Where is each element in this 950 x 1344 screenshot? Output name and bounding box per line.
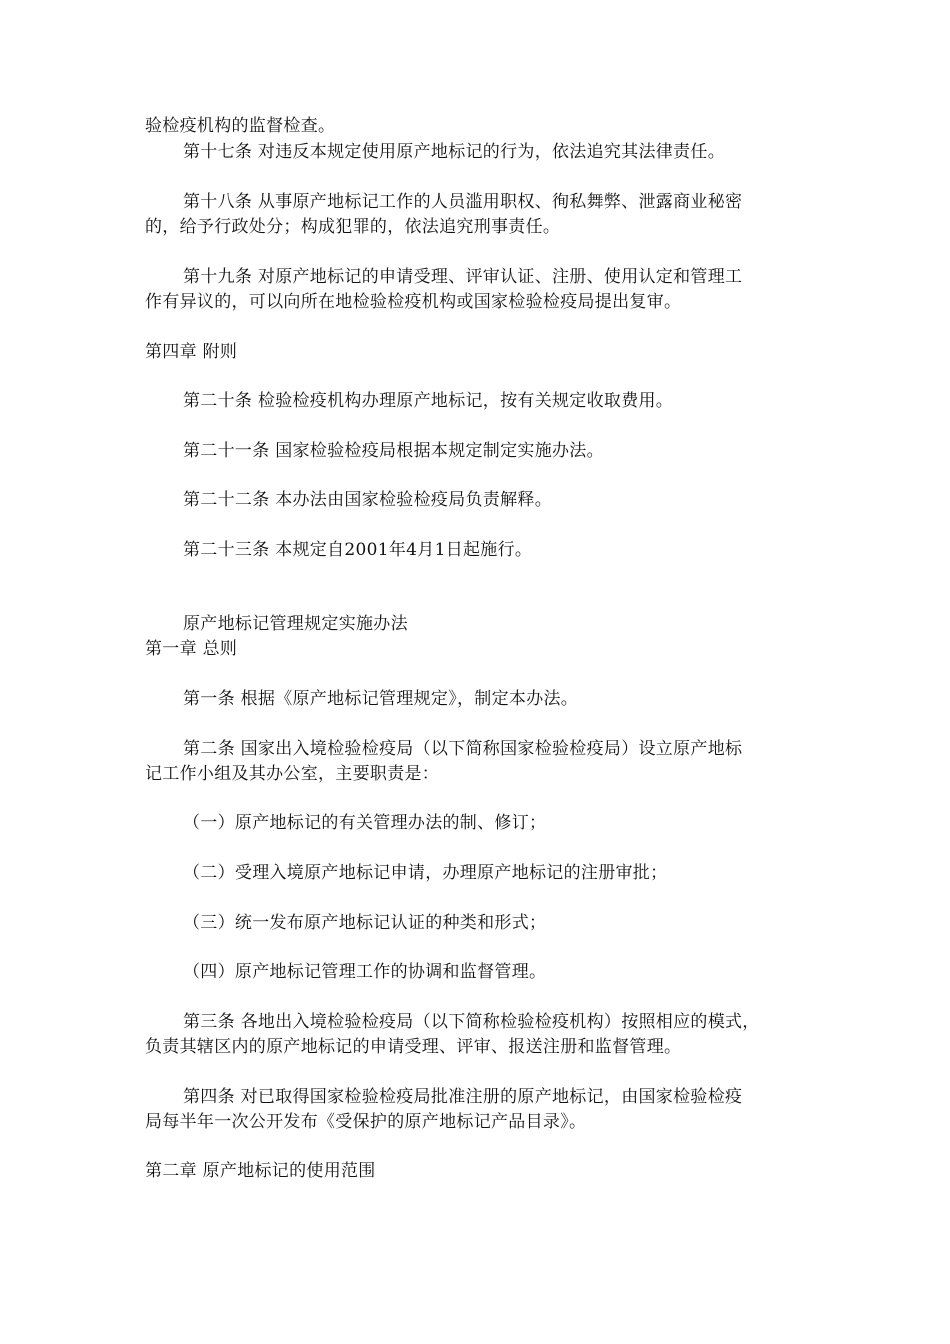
document-title: 原产地标记管理规定实施办法 <box>183 614 408 634</box>
article-19: 第十九条 对原产地标记的申请受理、评审认证、注册、使用认定和管理工 <box>183 267 743 287</box>
chapter-heading: 第四章 附则 <box>145 342 238 362</box>
list-item: （二）受理入境原产地标记申请，办理原产地标记的注册审批； <box>183 863 668 883</box>
article-20: 第二十条 检验检疫机构办理原产地标记，按有关规定收取费用。 <box>183 391 674 411</box>
article-4: 第四条 对已取得国家检验检疫局批准注册的原产地标记，由国家检验检疫 <box>183 1087 743 1107</box>
article-2: 第二条 国家出入境检验检疫局（以下简称国家检验检疫局）设立原产地标 <box>183 739 743 759</box>
list-item: （三）统一发布原产地标记认证的种类和形式； <box>183 913 547 933</box>
article-1: 第一条 根据《原产地标记管理规定》，制定本办法。 <box>183 689 579 709</box>
chapter-heading: 第二章 原产地标记的使用范围 <box>145 1161 376 1181</box>
article-17: 第十七条 对违反本规定使用原产地标记的行为，依法追究其法律责任。 <box>183 142 726 162</box>
text-line: 的，给予行政处分；构成犯罪的，依法追究刑事责任。 <box>145 217 561 237</box>
text-line: 局每半年一次公开发布《受保护的原产地标记产品目录》。 <box>145 1112 587 1132</box>
article-18: 第十八条 从事原产地标记工作的人员滥用职权、徇私舞弊、泄露商业秘密 <box>183 192 743 212</box>
text-line: 负责其辖区内的原产地标记的申请受理、评审、报送注册和监督管理。 <box>145 1037 682 1057</box>
list-item: （一）原产地标记的有关管理办法的制、修订； <box>183 813 547 833</box>
article-21: 第二十一条 国家检验检疫局根据本规定制定实施办法。 <box>183 441 604 461</box>
text-line: 作有异议的，可以向所在地检验检疫机构或国家检验检疫局提出复审。 <box>145 292 682 312</box>
text-line: 验检疫机构的监督检查。 <box>145 116 336 136</box>
text-line: 记工作小组及其办公室，主要职责是： <box>145 764 440 784</box>
article-22: 第二十二条 本办法由国家检验检疫局负责解释。 <box>183 490 553 510</box>
article-3: 第三条 各地出入境检验检疫局（以下简称检验检疫机构）按照相应的模式， <box>183 1012 760 1032</box>
chapter-heading: 第一章 总则 <box>145 639 238 659</box>
list-item: （四）原产地标记管理工作的协调和监督管理。 <box>183 962 547 982</box>
article-23: 第二十三条 本规定自2001年4月1日起施行。 <box>183 540 533 560</box>
